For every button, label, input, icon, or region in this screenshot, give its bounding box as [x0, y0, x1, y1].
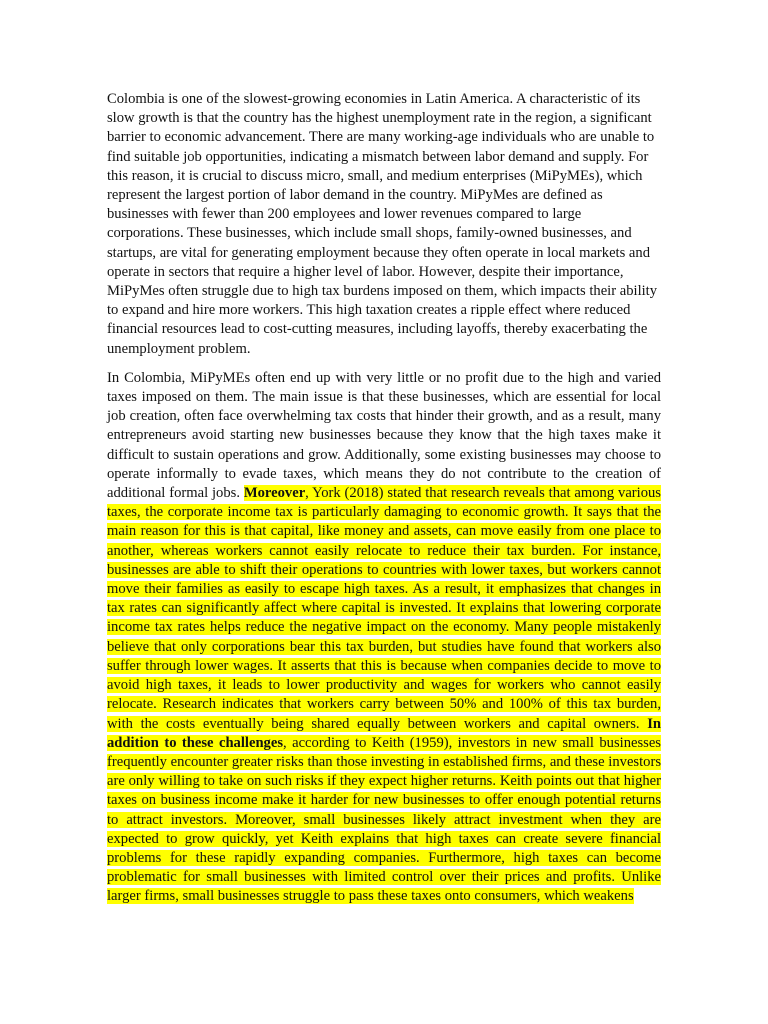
paragraph-tax-discussion	[107, 369, 661, 907]
paragraph-intro: Colombia is one of the slowest-growing economies in Latin America. A characteristic of its slow growth is that the country has the highest unemployment rate in the region, a significant barrier to economic advancement. There are many working-age individuals who are unable to find suitable job opportunities, indicating a mismatch between labor demand and supply. For this reason, it is crucial to discuss micro, small, and medium enterprises (MiPyMEs), which represent the largest portion of labor demand in the country. MiPyMes are defined as businesses with fewer than 200 employees and lower revenues compared to large corporations. These businesses, which include small shops, family-owned businesses, and startups, are vital for generating employment because they often operate in local markets and operate in sectors that require a higher level of labor. However, despite their importance, MiPyMes often struggle due to high tax burdens imposed on them, which impacts their ability to expand and hire more workers. This high taxation creates a ripple effect where reduced financial resources lead to cost-cutting measures, including layoffs, thereby exacerbating the unemployment problem.	[107, 91, 658, 357]
highlighted-text-keith: , according to Keith (1959), investors in new small businesses frequently encounter greater risks than those investing in established firms, and these investors are only willing to take on such risks if they expect higher returns. Keith points out that higher taxes on business income make it harder for new businesses to offer enough potential returns to attract investors. Moreover, small businesses likely attract investment when they are expected to grow quickly, yet Keith explains that high taxes can create severe financial problems for these rapidly expanding companies. Furthermore, high taxes can become problematic for small businesses with limited control over their prices and profits. Unlike larger firms, small businesses struggle to pass these taxes onto consumers, which weakens	[107, 734, 661, 905]
paragraph-plain-text: In Colombia, MiPyMEs often end up with very little or no profit due to the high and varied taxes imposed on them. The main issue is that these businesses, which are essential for local job creation, often face overwhelming tax costs that hinder their growth, and as a result, many entrepreneurs avoid starting new businesses because they know that the high taxes make it difficult to sustain operations and grow. Additionally, some existing businesses may choose to operate informally to evade taxes, which means they do not contribute to the creation of additional formal jobs.	[107, 369, 661, 502]
document-page	[107, 90, 661, 907]
highlighted-bold-in-addition: In addition to these challenges	[107, 715, 661, 751]
highlighted-bold-moreover: Moreover	[243, 485, 306, 502]
highlighted-text-york: , York (2018) stated that research reveals that among various taxes, the corporate income tax is particularly damaging to economic growth. It says that the main reason for this is that capital, like money and assets, can move easily from one place to another, whereas workers cannot easily relocate to reduce their tax burden. For instance, businesses are able to shift their operations to countries with lower taxes, but workers cannot move their families as easily to escape high taxes. As a result, it emphasizes that changes in tax rates can significantly affect where capital is invested. It explains that lowering corporate income tax rates helps reduce the negative impact on the economy. Many people mistakenly believe that only corporations bear this tax burden, but studies have found that workers also suffer through lower wages. It asserts that this is because when companies decide to move to avoid high taxes, it leads to lower productivity and wages for workers who cannot easily relocate. Research indicates that workers carry between 50% and 100% of this tax burden, with the costs eventually being shared equally between workers and capital owners.	[107, 485, 661, 732]
